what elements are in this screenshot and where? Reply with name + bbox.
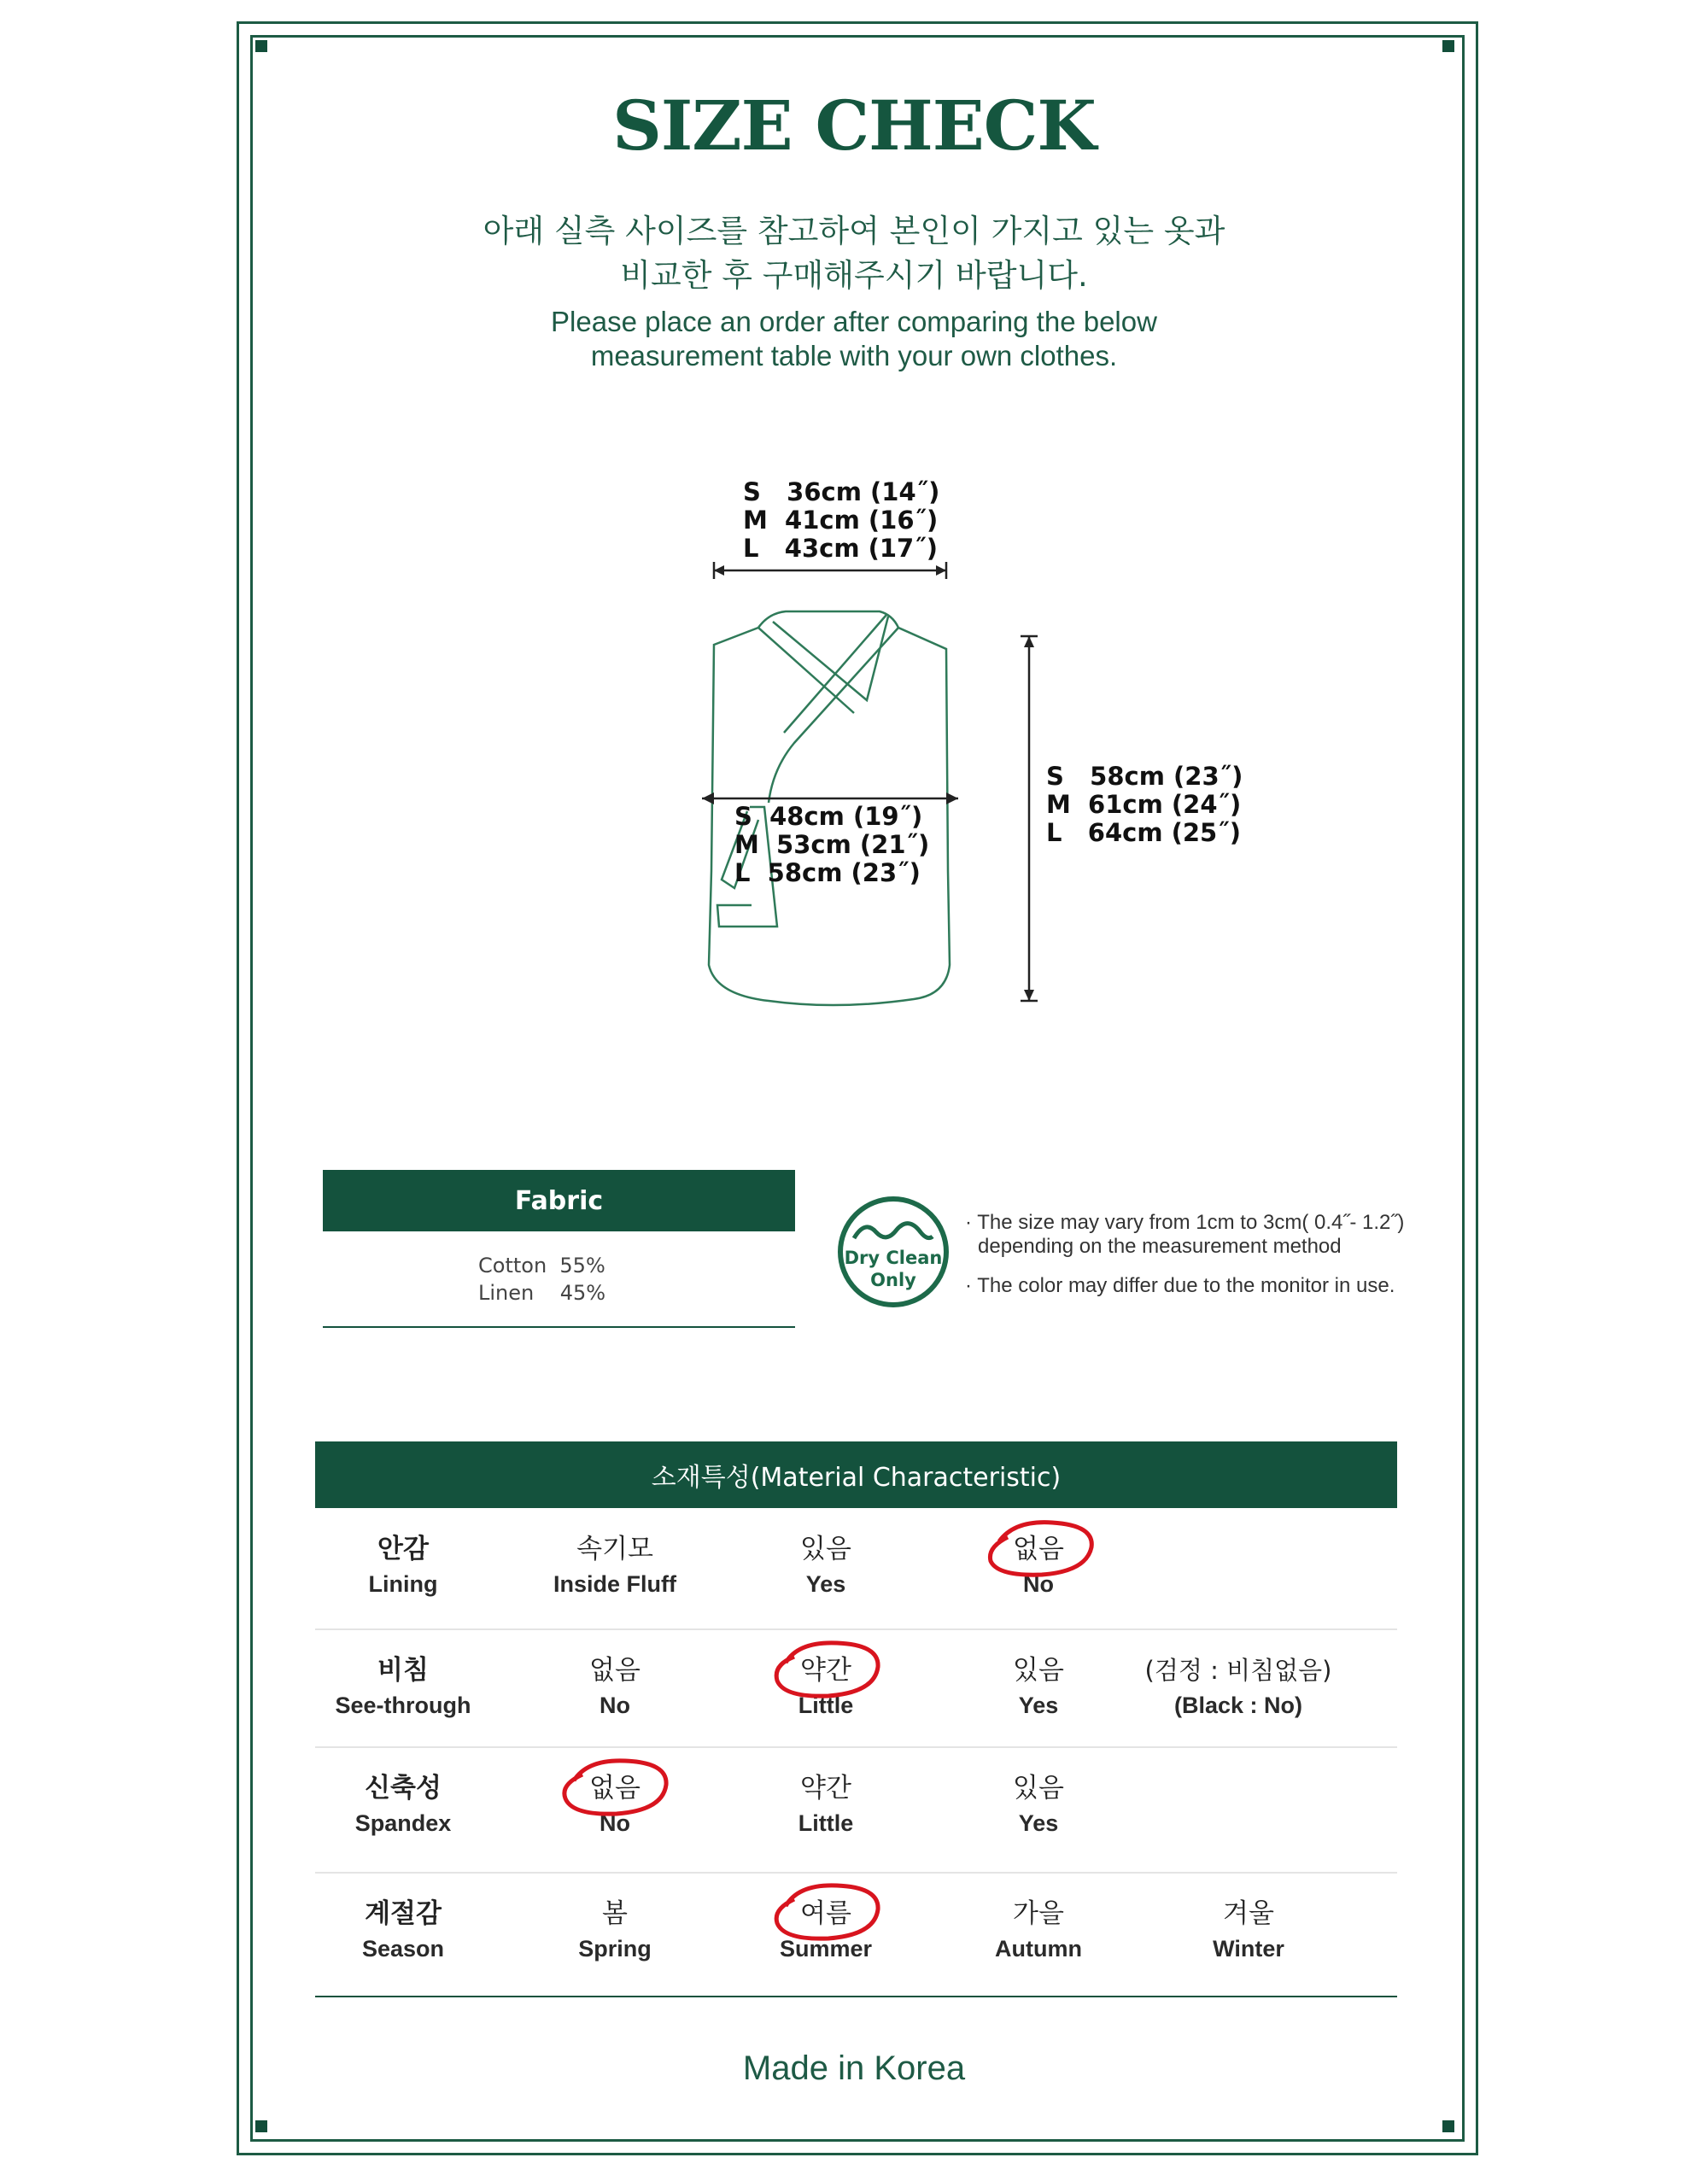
dry-clean-line2: Only	[870, 1270, 916, 1290]
size-variance-note-line2: depending on the measurement method	[978, 1235, 1342, 1258]
intro-korean-line1: 아래 실측 사이즈를 참고하여 본인이 가지고 있는 옷과	[483, 213, 1225, 249]
option-en: Yes	[1018, 1810, 1059, 1836]
intro-english-line1: Please place an order after comparing the below	[551, 306, 1157, 337]
option-en: No	[600, 1693, 630, 1718]
chest-size-l: L 58cm (23˝)	[734, 858, 921, 887]
option-kr: (검정 : 비침없음)	[1144, 1656, 1332, 1685]
option-en: Little	[798, 1810, 854, 1836]
fabric-linen: Linen 45%	[478, 1281, 606, 1305]
shoulder-size-l: L 43cm (17˝)	[743, 534, 938, 563]
intro-english-line2: measurement table with your own clothes.	[590, 340, 1118, 371]
option-kr: 없음	[1013, 1534, 1064, 1564]
length-size-l: L 64cm (25˝)	[1046, 818, 1241, 847]
option-kr: 있음	[1013, 1655, 1064, 1686]
dry-clean-line1: Dry Clean	[844, 1248, 943, 1268]
size-variance-note: · The size may vary from 1cm to 3cm( 0.4˝- 1.2˝)	[965, 1211, 1405, 1234]
spandex-label-en: Spandex	[354, 1810, 452, 1836]
see-through-label-en: See-through	[335, 1693, 471, 1718]
material-header: 소재특성(Material Characteristic)	[315, 1441, 1397, 1508]
option-kr: 봄	[602, 1898, 628, 1929]
chest-size-m: M 53cm (21˝)	[734, 830, 930, 859]
selected-circle	[564, 1761, 666, 1814]
option-kr: 약간	[800, 1773, 851, 1804]
option-kr: 있음	[1013, 1773, 1064, 1804]
season-label-kr: 계절감	[365, 1898, 442, 1929]
option-kr: 약간	[800, 1655, 851, 1686]
color-note: · The color may differ due to the monitor in use.	[965, 1274, 1395, 1297]
page-title: SIZE CHECK	[612, 85, 1096, 166]
option-en: Autumn	[995, 1936, 1082, 1962]
option-kr: 가을	[1013, 1898, 1064, 1929]
option-en: Summer	[779, 1936, 873, 1962]
selected-circle	[776, 1886, 878, 1938]
fabric-cotton: Cotton 55%	[478, 1254, 605, 1278]
selected-circle	[776, 1643, 878, 1696]
shoulder-size-s: S 36cm (14˝)	[743, 477, 940, 506]
option-en: Inside Fluff	[553, 1571, 676, 1597]
option-kr: 여름	[800, 1898, 851, 1929]
see-through-label-kr: 비침	[377, 1655, 429, 1686]
option-kr: 없음	[589, 1773, 640, 1804]
option-en: Spring	[578, 1936, 652, 1962]
option-en: (Black : No)	[1173, 1693, 1303, 1718]
length-size-m: M 61cm (24˝)	[1046, 790, 1242, 819]
option-kr: 겨울	[1223, 1898, 1274, 1929]
option-en: No	[600, 1810, 630, 1836]
intro-korean-line2: 비교한 후 구매해주시기 바랍니다.	[620, 257, 1088, 294]
option-en: Yes	[805, 1571, 846, 1597]
option-en: Winter	[1213, 1936, 1284, 1962]
option-en: Little	[798, 1693, 854, 1718]
fabric-header: Fabric	[323, 1170, 795, 1231]
chest-size-s: S 48cm (19˝)	[734, 802, 923, 831]
option-en: No	[1023, 1571, 1054, 1597]
length-size-s: S 58cm (23˝)	[1046, 762, 1243, 791]
option-kr: 없음	[589, 1655, 640, 1686]
made-in-footer: Made in Korea	[742, 2049, 966, 2087]
lining-label-kr: 안감	[377, 1534, 429, 1564]
spandex-label-kr: 신축성	[365, 1773, 442, 1804]
option-kr: 속기모	[576, 1534, 653, 1564]
season-label-en: Season	[361, 1936, 445, 1962]
lining-label-en: Lining	[368, 1571, 438, 1597]
option-en: Yes	[1018, 1693, 1059, 1718]
shoulder-size-m: M 41cm (16˝)	[743, 506, 939, 535]
selected-circle	[990, 1523, 1091, 1576]
option-kr: 있음	[800, 1534, 851, 1564]
